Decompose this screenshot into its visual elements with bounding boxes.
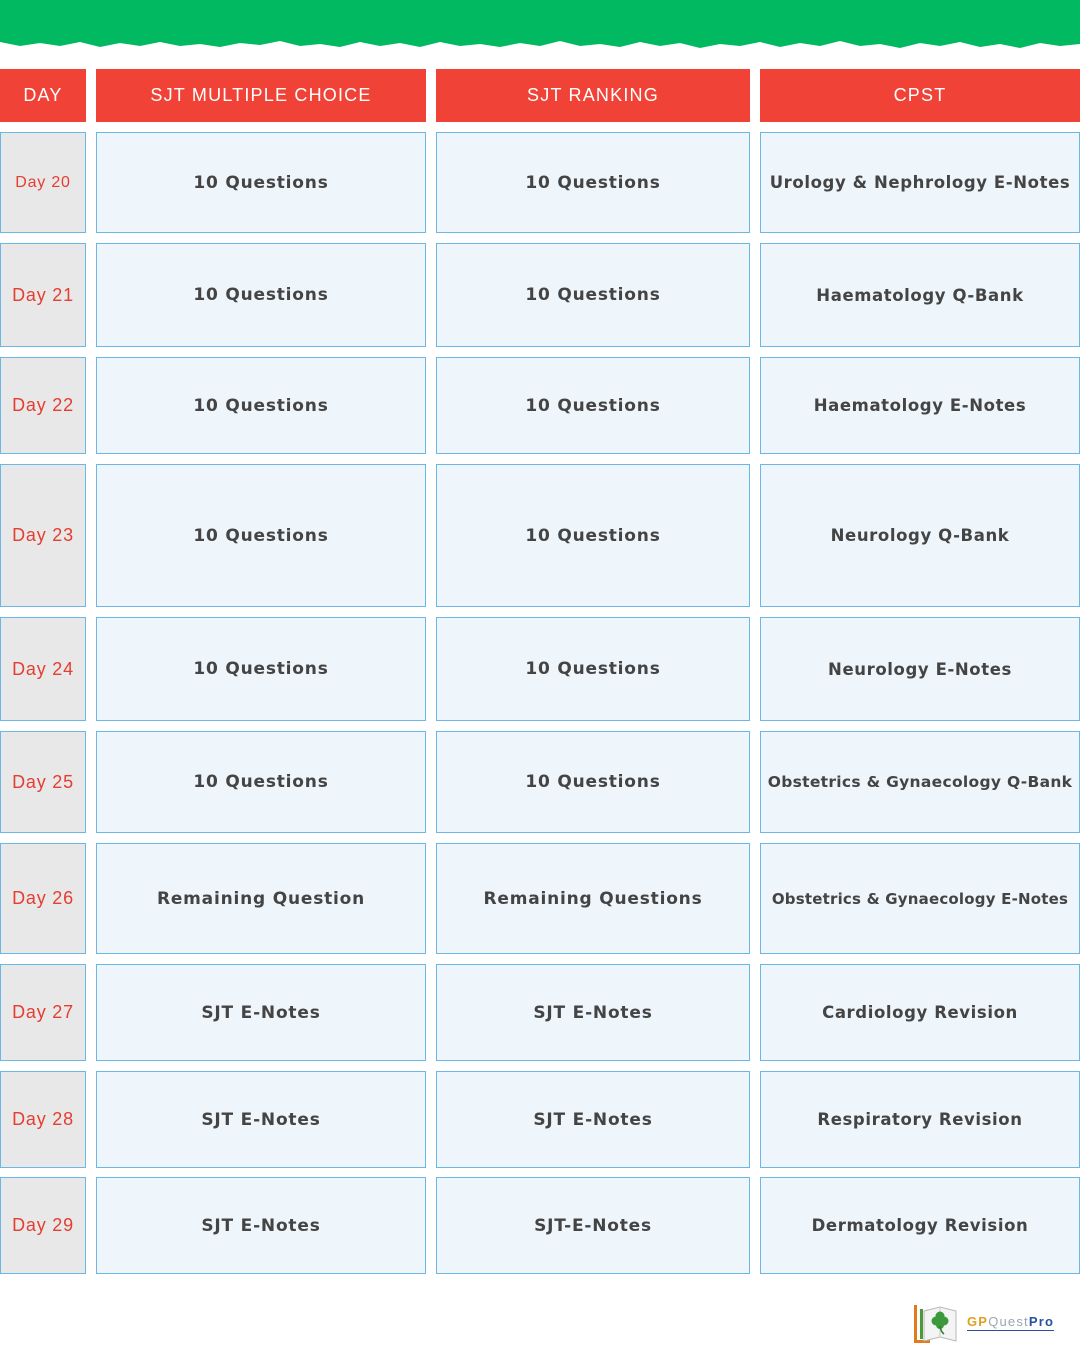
sjt-mc-cell: 10 Questions xyxy=(96,132,426,233)
day-cell: Day 26 xyxy=(0,843,86,954)
logo-pro: Pro xyxy=(1028,1314,1055,1329)
sjt-ranking-cell: 10 Questions xyxy=(436,132,750,233)
sjt-ranking-cell: 10 Questions xyxy=(436,617,750,721)
sjt-mc-cell: 10 Questions xyxy=(96,731,426,833)
day-cell: Day 23 xyxy=(0,464,86,607)
day-cell: Day 22 xyxy=(0,357,86,454)
cpst-cell: Respiratory Revision xyxy=(760,1071,1080,1168)
sjt-mc-cell: 10 Questions xyxy=(96,464,426,607)
cpst-cell: Cardiology Revision xyxy=(760,964,1080,1061)
sjt-mc-cell: 10 Questions xyxy=(96,243,426,347)
sjt-mc-cell: 10 Questions xyxy=(96,357,426,454)
sjt-ranking-cell: 10 Questions xyxy=(436,731,750,833)
day-cell: Day 20 xyxy=(0,132,86,233)
day-cell: Day 28 xyxy=(0,1071,86,1168)
cpst-cell: Dermatology Revision xyxy=(760,1177,1080,1274)
sjt-ranking-cell: SJT-E-Notes xyxy=(436,1177,750,1274)
day-cell: Day 27 xyxy=(0,964,86,1061)
gpquestpro-logo xyxy=(912,1299,1072,1347)
sjt-mc-cell: SJT E-Notes xyxy=(96,964,426,1061)
logo-quest: Quest xyxy=(988,1314,1029,1329)
cpst-cell: Neurology E-Notes xyxy=(760,617,1080,721)
sjt-ranking-cell: 10 Questions xyxy=(436,243,750,347)
cpst-cell: Haematology Q-Bank xyxy=(760,243,1080,347)
cpst-cell: Obstetrics & Gynaecology E-Notes xyxy=(760,843,1080,954)
cpst-cell: Urology & Nephrology E-Notes xyxy=(760,132,1080,233)
sjt-mc-cell: 10 Questions xyxy=(96,617,426,721)
sjt-ranking-cell: SJT E-Notes xyxy=(436,964,750,1061)
day-cell: Day 24 xyxy=(0,617,86,721)
day-cell: Day 21 xyxy=(0,243,86,347)
header-cpst: CPST xyxy=(760,69,1080,122)
day-cell: Day 29 xyxy=(0,1177,86,1274)
sjt-mc-cell: SJT E-Notes xyxy=(96,1177,426,1274)
header-sjt-multiple-choice: SJT MULTIPLE CHOICE xyxy=(96,69,426,122)
cpst-cell: Obstetrics & Gynaecology Q-Bank xyxy=(760,731,1080,833)
sjt-mc-cell: Remaining Question xyxy=(96,843,426,954)
cpst-cell: Haematology E-Notes xyxy=(760,357,1080,454)
sjt-ranking-cell: SJT E-Notes xyxy=(436,1071,750,1168)
sjt-ranking-cell: Remaining Questions xyxy=(436,843,750,954)
top-green-torn-band xyxy=(0,0,1080,60)
sjt-mc-cell: SJT E-Notes xyxy=(96,1071,426,1168)
header-day: DAY xyxy=(0,69,86,122)
clover-book-icon xyxy=(912,1299,962,1347)
header-sjt-ranking: SJT RANKING xyxy=(436,69,750,122)
sjt-ranking-cell: 10 Questions xyxy=(436,464,750,607)
day-cell: Day 25 xyxy=(0,731,86,833)
sjt-ranking-cell: 10 Questions xyxy=(436,357,750,454)
cpst-cell: Neurology Q-Bank xyxy=(760,464,1080,607)
logo-gp: GP xyxy=(967,1314,989,1329)
logo-wordmark xyxy=(967,1315,1054,1331)
